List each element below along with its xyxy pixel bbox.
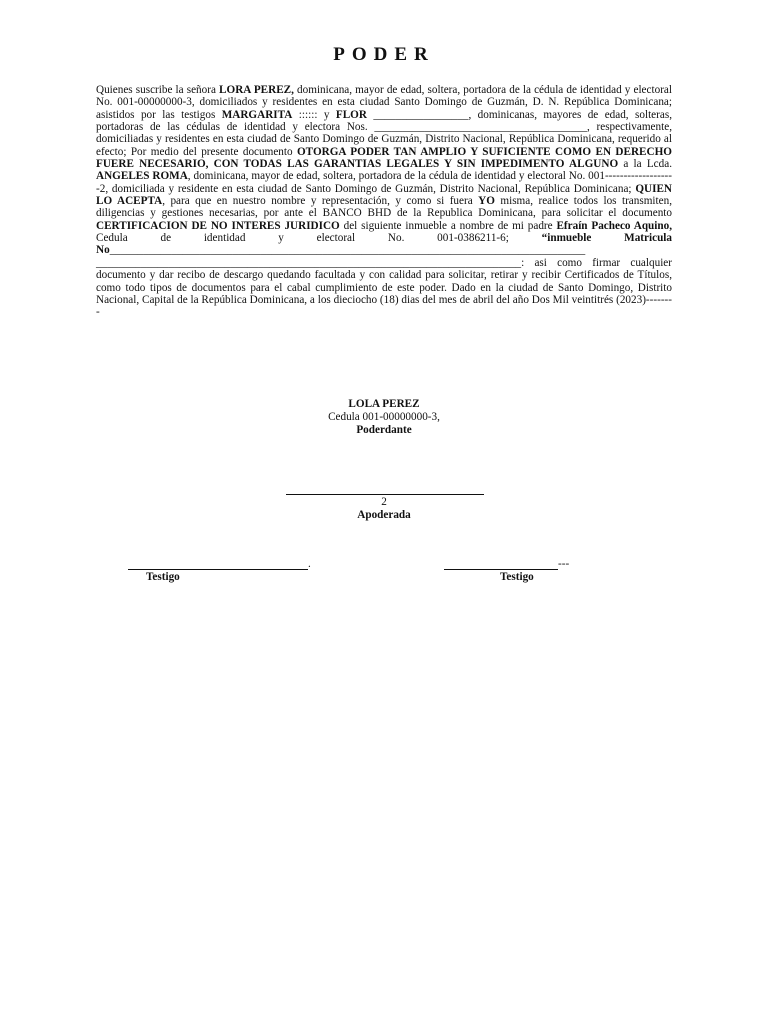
emphasis-yo: YO	[478, 195, 495, 208]
witness-right-label: Testigo	[500, 571, 534, 583]
apoderada-block	[0, 496, 768, 522]
apoderada-signature-line	[286, 494, 484, 495]
poderdante-cedula: Cedula 001-00000000-3,	[328, 411, 440, 423]
body-text: misma, realice todos los transmiten, diligencias y gestiones necesarias, por ante el BANCO BHD de la Republica Dominicana, para solicitar el documento	[96, 195, 672, 220]
witness-right-line-end: ---	[558, 558, 570, 570]
witness-left-label: Testigo	[146, 571, 180, 583]
body-text: Quienes suscribe la señora	[96, 84, 220, 96]
body-text: , para que en nuestro nombre y representación, y como si fuera	[162, 195, 479, 208]
document-title: PODER	[333, 44, 435, 65]
witness-name-2: FLOR	[335, 108, 367, 121]
document-requested: CERTIFICACION DE NO INTERES JURIDICO	[96, 219, 340, 232]
witness-name-1: MARGARITA	[221, 108, 293, 121]
document-body	[96, 84, 672, 319]
body-text: Cedula de identidad y electoral No. 001-0386211-6;	[96, 232, 542, 245]
witness-left-signature-line	[128, 569, 308, 570]
body-text: a la Lcda.	[618, 158, 672, 171]
poderdante-block	[0, 398, 768, 437]
body-text: del siguiente inmueble a nombre de mi padre	[339, 219, 557, 232]
body-text: _________________, dominicanas, mayores de edad, solteras, portadoras de las cédulas de identidad y electora Nos. ______________________________________, respectivamente, domiciliadas y residentes en esta ciudad de Santo Domingo de Guzmán, Distrito Nacional, República Dominicana, requerido al efecto; Por medio del presente documento	[96, 108, 672, 158]
apoderada-role: Apoderada	[357, 509, 411, 521]
body-text: :::::: y	[292, 108, 336, 121]
apoderada-number: 2	[381, 496, 387, 508]
poderdante-role: Poderdante	[356, 424, 412, 436]
acceptance-clause: QUIEN LO ACEPTA	[96, 182, 672, 208]
property-label: “inmueble Matricula No	[96, 232, 672, 257]
body-text: _____________________________________________________________________________________ ____________________________________________________________________________: asi como firmar cualquier documento y dar recibo de descargo quedando facultada y con calidad para solicitar, retirar y recibir Certificados de Títulos, como todo tipos de documentos para el cabal cumplimiento de este poder. Dado en la ciudad de Santo Domingo, Distrito Nacional, Capital de la República Dominicana, a los dieciocho (18) dias del mes de abril del año Dos Mil veintitrés (2023)--------	[96, 244, 672, 319]
body-paragraph	[96, 84, 672, 319]
poderdante-name: LOLA PEREZ	[348, 398, 420, 410]
father-name: Efraín Pacheco Aquino,	[556, 219, 672, 232]
body-text: , dominicana, mayor de edad, soltera, portadora de la cédula de identidad y electoral No. 001-------------------2, domiciliada y residente en esta ciudad de Santo Domingo de Guzmán, Distrito Nacional, República Dominicana;	[96, 170, 673, 195]
witness-right-signature-line	[444, 569, 558, 570]
grant-clause: OTORGA PODER TAN AMPLIO Y SUFICIENTE COMO EN DERECHO FUERE NECESARIO, CON TODAS LAS GARANTIAS LEGALES Y SIN IMPEDIMENTO ALGUNO	[96, 145, 672, 171]
grantor-name: LORA PEREZ,	[219, 84, 294, 96]
attorney-name: ANGELES ROMA	[96, 170, 188, 183]
body-text: dominicana, mayor de edad, soltera, portadora de la cédula de identidad y electoral No. 001-00000000-3, domiciliados y residentes en esta ciudad Santo Domingo de Guzmán, D. N. República Dominicana; asistidos por las testigos	[96, 84, 672, 121]
witness-left-line-end: .	[308, 558, 311, 570]
